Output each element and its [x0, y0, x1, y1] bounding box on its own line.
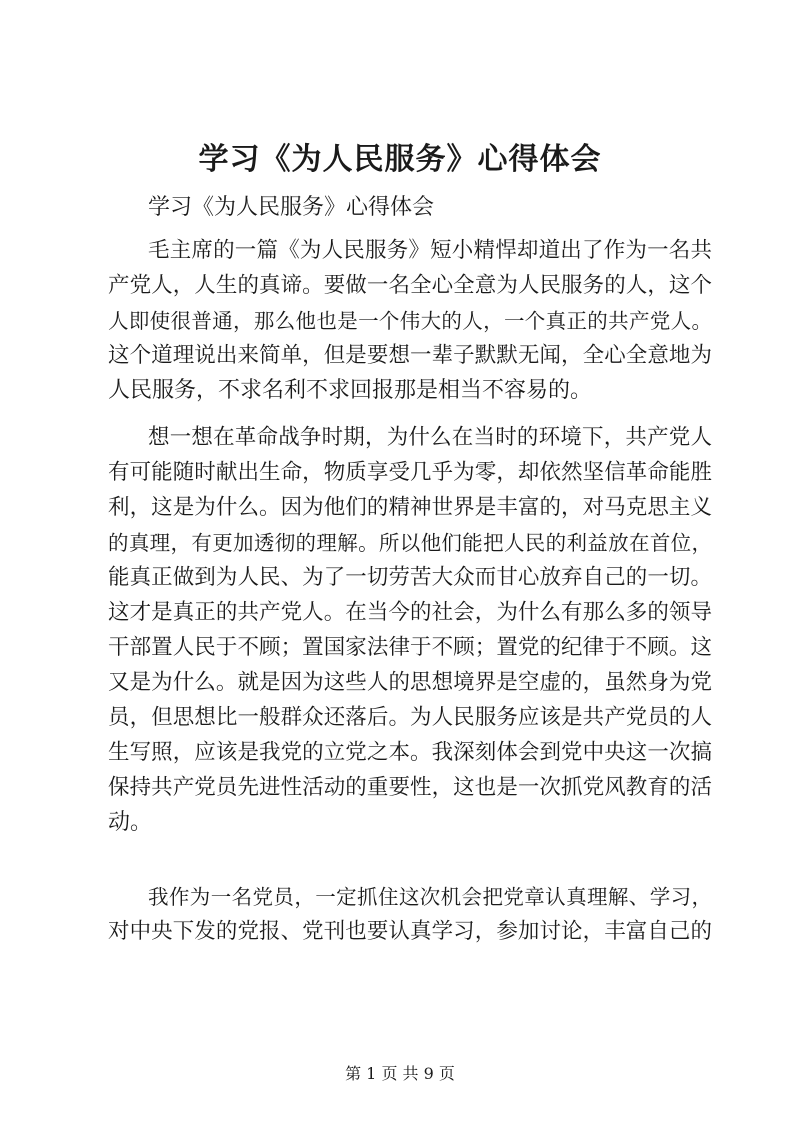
paragraph-line: 动。	[108, 810, 153, 835]
paragraph-line: 对中央下发的党报、党刊也要认真学习，参加讨论，丰富自己的	[108, 919, 712, 944]
paragraph-line: 生写照，应该是我党的立党之本。我深刻体会到党中央这一次搞	[108, 740, 712, 765]
paragraph-line: 人即使很普通，那么他也是一个伟大的人，一个真正的共产党人。	[108, 309, 712, 333]
paragraph-line: 干部置人民于不顾；置国家法律于不顾；置党的纪律于不顾。这	[108, 635, 712, 660]
paragraph-line: 保持共产党员先进性活动的重要性，这也是一次抓党风教育的活	[108, 775, 712, 800]
paragraph-line: 我作为一名党员，一定抓住这次机会把党章认真理解、学习，	[148, 885, 712, 909]
paragraph-line: 毛主席的一篇《为人民服务》短小精悍却道出了作为一名共	[148, 238, 712, 263]
paragraph-line: 产党人，人生的真谛。要做一名全心全意为人民服务的人，这个	[108, 273, 712, 298]
paragraph-line: 有可能随时献出生命，物质享受几乎为零，却依然坚信革命能胜	[108, 460, 712, 485]
paragraph-line: 利，这是为什么。因为他们的精神世界是丰富的，对马克思主义	[108, 495, 712, 520]
document-subtitle: 学习《为人民服务》心得体会	[148, 195, 435, 220]
paragraph-line: 这个道理说出来简单，但是要想一辈子默默无闻，全心全意地为	[108, 343, 712, 368]
paragraph-line: 又是为什么。就是因为这些人的思想境界是空虚的，虽然身为党	[108, 670, 712, 695]
paragraph-line: 员，但思想比一般群众还落后。为人民服务应该是共产党员的人	[108, 705, 712, 730]
paragraph-line: 人民服务，不求名利不求回报那是相当不容易的。	[108, 378, 593, 403]
paragraph-line: 想一想在革命战争时期，为什么在当时的环境下，共产党人	[148, 425, 712, 450]
paragraph-line: 的真理，有更加透彻的理解。所以他们能把人民的利益放在首位，	[108, 531, 712, 555]
document-title: 学习《为人民服务》心得体会	[198, 142, 602, 177]
page-footer: 第 1 页 共 9 页	[345, 1064, 455, 1083]
paragraph-line: 能真正做到为人民、为了一切劳苦大众而甘心放弃自己的一切。	[108, 565, 712, 590]
paragraph-line: 这才是真正的共产党人。在当今的社会，为什么有那么多的领导	[108, 600, 712, 625]
